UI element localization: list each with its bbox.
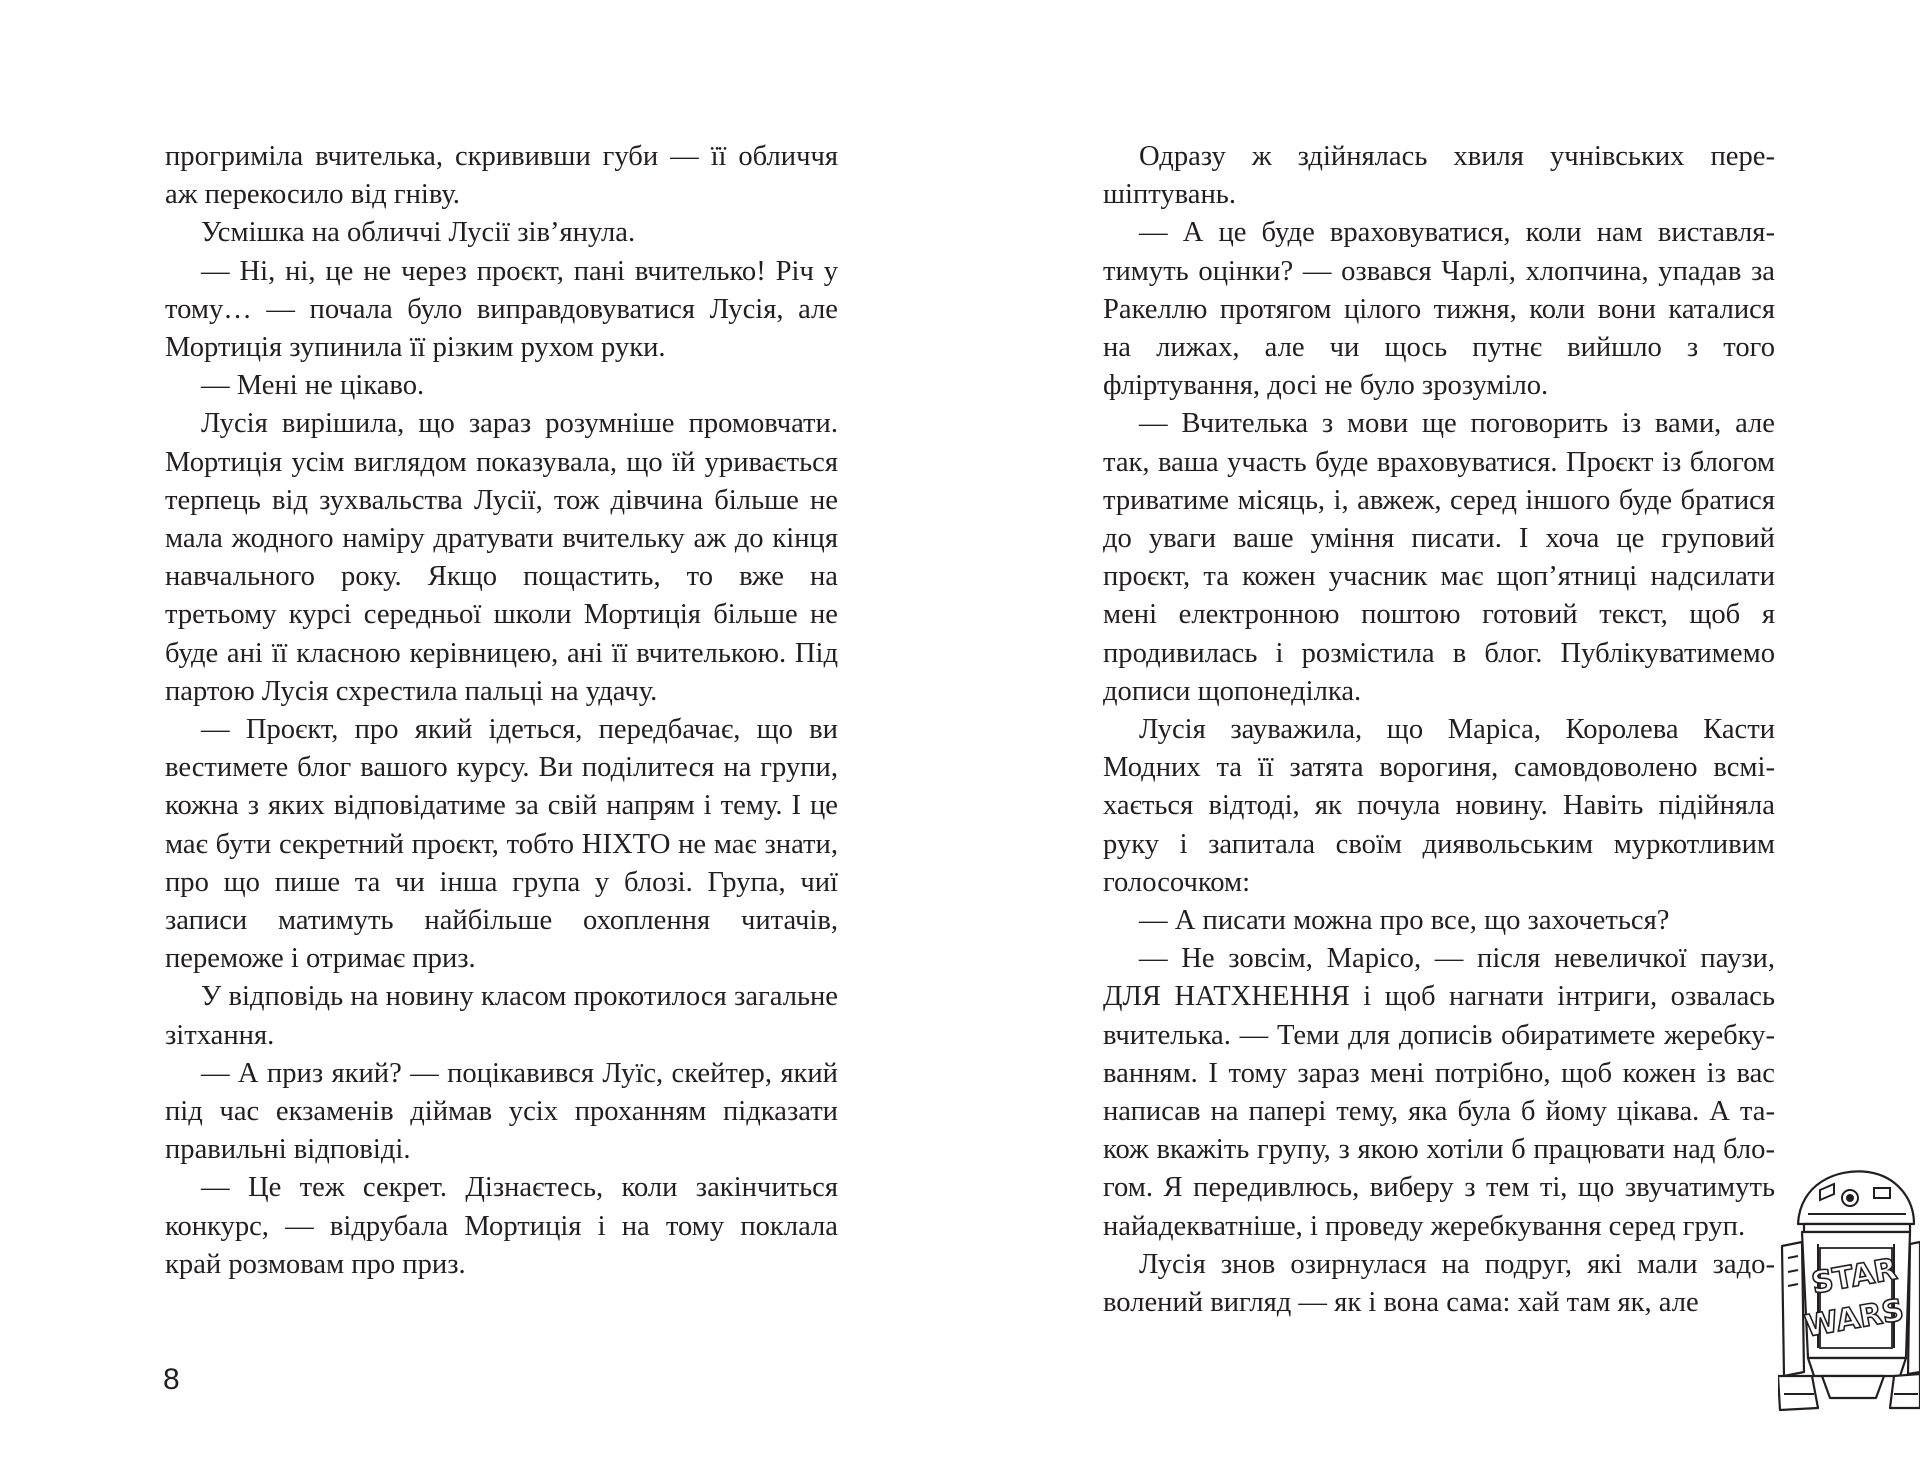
paragraph: — Проєкт, про який ідеться, передбачає, що ви вестимете блог вашого курсу. Ви поділитеся на групи, кожна з яких відповідатиме за свій напрям і тему. І це має бути секретний проєкт, тобто НІХТО не має знати, про що пише та чи інша група у блозі. Група, чиї записи матимуть найбільше охоплення читачів, переможе і отримає приз. [165,714,838,975]
right-page-text [1103,138,1775,1322]
left-page-text [165,138,838,1284]
paragraph: Лусія знов озирнулася на подруг, які мали задоволений вигляд — як і вона сама: хай там як, але [1103,1248,1775,1319]
paragraph: — А приз який? — поцікавився Луїс, скейтер, який під час екзаменів діймав усіх проханням підказати правильні відповіді. [165,1057,838,1166]
page-number: 8 [163,1363,180,1396]
paragraph: прогриміла вчителька, скрививши губи — її обличчя аж перекосило від гніву. [165,141,838,211]
paragraph: Усмішка на обличчі Лусії зів’янула. [201,217,636,249]
r2d2-star-wars-icon [1778,1162,1920,1418]
logo-star: STAR [1808,1251,1900,1302]
logo-wars: WARS [1802,1292,1907,1345]
paragraph: — Не зовсім, Марісо, — після невеличкої паузи, ДЛЯ НАТХНЕННЯ і щоб нагнати інтриги, озвалась вчителька. — Теми для дописів обиратимете жеребкуванням. І тому зараз мені потрібно, щоб кожен із вас написав на папері тему, яка була б йому цікава. А також вкажіть групу, з якою хотіли б працювати над блогом. Я передивлюсь, виберу з тем ті, що звучатимуть найадекватніше, і проведу жеребкування серед груп. [1103,943,1775,1242]
paragraph: — А писати можна про все, що захочеться? [1139,905,1670,937]
paragraph: — Це теж секрет. Дізнаєтесь, коли закінчиться конкурс, — відрубала Мортиція і на тому поклала край розмовам про приз. [165,1172,838,1280]
paragraph: — Ні, ні, це не через проєкт, пані вчителько! Річ у тому… — почала було виправдовуватися Лусія, але Мортиція зупинила її різким рухом руки. [165,255,838,364]
paragraph: — А це буде враховуватися, коли нам виставлятимуть оцінки? — озвався Чарлі, хлопчина, упадав за Ракеллю протягом цілого тижня, коли вони каталися на лижах, але чи щось путнє вийшло з того фліртування, досі не було зрозуміло. [1103,217,1775,402]
paragraph: Лусія вирішила, що зараз розумніше промовчати. Мортиція усім виглядом показувала, що їй уривається терпець від зухвальства Лусії, тож дівчина більше не мала жодного наміру дратувати вчительку аж до кінця навчального року. Якщо пощастить, то вже на третьому курсі середньої школи Мортиція більше не буде ані її класною керівницею, ані її вчителькою. Під партою Лусія схрестила пальці на удачу. [165,408,838,707]
paragraph: У відповідь на новину класом прокотилося загальне зітхання. [165,981,838,1051]
paragraph: — Вчителька з мови ще поговорить із вами, але так, ваша участь буде враховуватися. Проєкт із блогом триватиме місяць, і, авжеж, серед іншого буде братися до уваги ваше уміння писати. І хоча це груповий проєкт, та кожен учасник має щоп’ятниці надсилати мені електронною поштою готовий текст, щоб я продивилась і розмістила в блог. Публікуватимемо дописи щопонеділка. [1103,408,1775,707]
paragraph: Лусія зауважила, що Маріса, Королева Касти Модних та її затята ворогиня, самовдоволено всміхається відтоді, як почула новину. Навіть підійняла руку і запитала своїм диявольським муркотливим голосочком: [1103,714,1775,898]
paragraph: Одразу ж здійнялась хвиля учнівських перешіптувань. [1103,141,1775,211]
paragraph: — Мені не цікаво. [201,370,425,402]
